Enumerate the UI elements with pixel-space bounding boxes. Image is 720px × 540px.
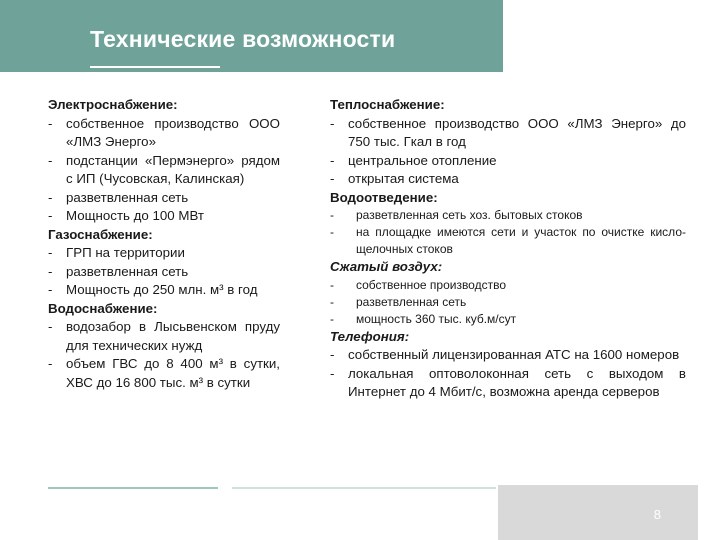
list-item-text: водозабор в Лысьвенском пруду для технических нужд bbox=[66, 319, 280, 353]
title-banner bbox=[0, 0, 503, 72]
list-item bbox=[330, 170, 686, 189]
list-item-text: собственное производство ООО «ЛМЗ Энерго» до 750 тыс. Гкал в год bbox=[348, 115, 686, 149]
list-item-text: разветвленная сеть bbox=[66, 263, 189, 279]
list-item bbox=[48, 281, 280, 300]
bullet-dash: - bbox=[330, 311, 334, 326]
footer-rule bbox=[48, 487, 218, 489]
list-item bbox=[330, 365, 686, 402]
list-item-text: объем ГВС до 8 400 м³ в сутки, ХВС до 16 800 тыс. м³ в сутки bbox=[66, 356, 280, 390]
list-item bbox=[48, 189, 280, 208]
list-item-text: подстанции «Пермэнерго» рядом с ИП (Чусовская, Калинская) bbox=[66, 152, 280, 186]
list-item bbox=[48, 318, 280, 355]
section-title: Сжатый воздух: bbox=[330, 259, 443, 274]
list-item bbox=[48, 244, 280, 263]
list-item bbox=[330, 152, 686, 171]
bullet-dash: - bbox=[48, 115, 53, 131]
section-title: Газоснабжение: bbox=[48, 226, 153, 242]
list-item bbox=[330, 207, 686, 224]
bullet-dash: - bbox=[48, 152, 53, 168]
left-column bbox=[48, 96, 280, 392]
bullet-dash: - bbox=[48, 319, 53, 334]
list-item bbox=[48, 263, 280, 282]
section-title: Телефония: bbox=[330, 328, 410, 344]
bullet-dash: - bbox=[48, 282, 53, 297]
section-title: Водоотведение: bbox=[330, 189, 438, 205]
list-item-text: ГРП на территории bbox=[66, 245, 185, 260]
right-column bbox=[330, 96, 686, 402]
page-number: 8 bbox=[653, 507, 661, 522]
bullet-dash: - bbox=[330, 294, 334, 309]
bullet-dash: - bbox=[330, 115, 335, 131]
section-title: Теплоснабжение: bbox=[330, 97, 445, 112]
section-title: Электроснабжение: bbox=[48, 97, 178, 112]
list-item bbox=[48, 115, 280, 152]
page-title: Технические возможности bbox=[90, 26, 396, 52]
bullet-dash: - bbox=[330, 277, 334, 292]
list-item-text: мощность 360 тыс. куб.м/сут bbox=[356, 311, 517, 326]
bullet-dash: - bbox=[48, 356, 53, 371]
list-item bbox=[330, 311, 686, 328]
list-item-text: собственное производство bbox=[356, 277, 507, 292]
bullet-dash: - bbox=[48, 208, 53, 223]
bullet-dash: - bbox=[330, 347, 335, 362]
bullet-dash: - bbox=[330, 171, 335, 186]
list-item bbox=[330, 277, 686, 294]
bullet-dash: - bbox=[48, 263, 53, 279]
bullet-dash: - bbox=[48, 245, 53, 260]
list-item-text: разветвленная сеть хоз. бытовых стоков bbox=[356, 208, 583, 222]
list-item bbox=[330, 294, 686, 311]
title-underline bbox=[90, 66, 220, 68]
bullet-dash: - bbox=[330, 225, 334, 239]
bullet-dash: - bbox=[330, 152, 335, 168]
list-item bbox=[330, 346, 686, 365]
list-item bbox=[330, 115, 686, 152]
list-item bbox=[330, 224, 686, 258]
list-item-text: Мощность до 250 млн. м³ в год bbox=[66, 282, 258, 297]
page-number-box bbox=[498, 485, 698, 540]
list-item-text: разветвленная сеть bbox=[356, 294, 467, 309]
list-item-text: собственный лицензированная АТС на 1600 номеров bbox=[348, 347, 680, 362]
list-item-text: на площадке имеются сети и участок по очистке кисло-щелочных стоков bbox=[356, 225, 686, 256]
list-item bbox=[48, 355, 280, 392]
list-item-text: открытая система bbox=[348, 171, 459, 186]
list-item-text: центральное отопление bbox=[348, 152, 497, 168]
footer-rule-light bbox=[232, 487, 496, 489]
list-item-text: локальная оптоволоконная сеть с выходом в Интернет до 4 Мбит/с, возможна аренда серверов bbox=[348, 365, 686, 399]
bullet-dash: - bbox=[330, 208, 334, 222]
bullet-dash: - bbox=[48, 189, 53, 205]
list-item bbox=[48, 207, 280, 226]
section-title: Водоснабжение: bbox=[48, 300, 158, 316]
list-item-text: собственное производство ООО «ЛМЗ Энерго» bbox=[66, 115, 280, 149]
list-item bbox=[48, 152, 280, 189]
bullet-dash: - bbox=[330, 365, 335, 381]
list-item-text: Мощность до 100 МВт bbox=[66, 208, 204, 223]
list-item-text: разветвленная сеть bbox=[66, 189, 189, 205]
